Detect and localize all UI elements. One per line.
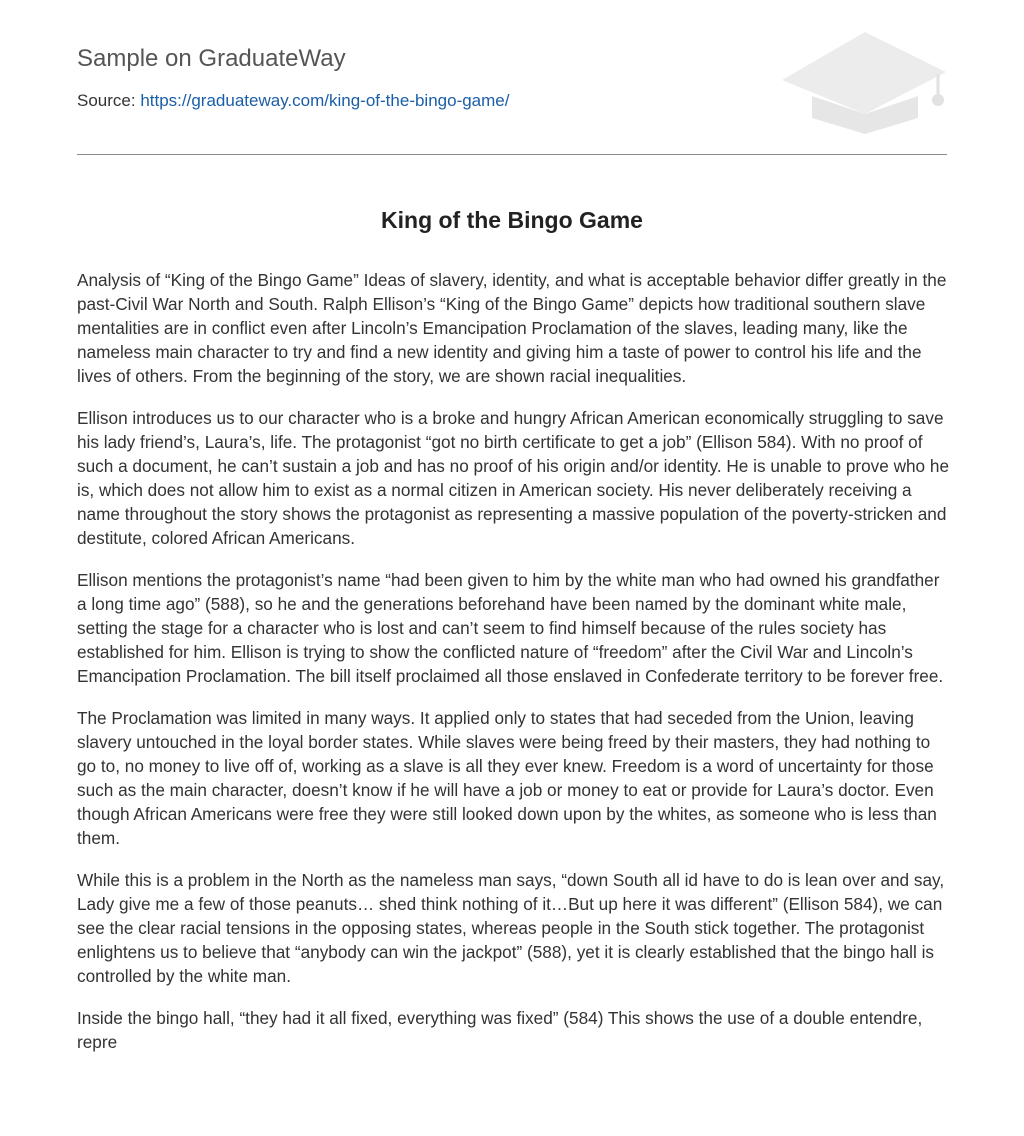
essay-body — [77, 268, 949, 1072]
paragraph: Analysis of “King of the Bingo Game” Ideas of slavery, identity, and what is acceptable behavior differ greatly in the past-Civil War North and South. Ralph Ellison’s “King of the Bingo Game” depicts how traditional southern slave mentalities are in conflict even after Lincoln’s Emancipation Proclamation of the slaves, leading many, like the nameless main character to try and find a new identity and giving him a taste of power to control his life and the lives of others. From the beginning of the story, we are shown racial inequalities. — [77, 270, 947, 386]
paragraph: The Proclamation was limited in many ways. It applied only to states that had seceded from the Union, leaving slavery untouched in the loyal border states. While slaves were being freed by their masters, they had nothing to go to, no money to live off of, working as a slave is all they ever knew. Freedom is a word of uncertainty for those such as the main character, doesn’t know if he will have a job or money to eat or provide for Laura’s doctor. Even though African Americans were free they were still looked down upon by the whites, as someone who is less than them. — [77, 708, 937, 848]
paragraph: While this is a problem in the North as the nameless man says, “down South all id have to do is lean over and say, Lady give me a few of those peanuts… shed think nothing of it…But up here it was different” (Ellison 584), we can see the clear racial tensions in the opposing states, whereas people in the South stick together. The protagonist enlightens us to believe that “anybody can win the jackpot” (588), yet it is clearly established that the bingo hall is controlled by the white man. — [77, 870, 945, 986]
paragraph: Ellison mentions the protagonist’s name “had been given to him by the white man who had owned his grandfather a long time ago” (588), so he and the generations beforehand have been named by the dominant white male, setting the stage for a character who is lost and can’t seem to find himself because of the rules society has established for him. Ellison is trying to show the conflicted nature of “freedom” after the Civil War and Lincoln’s Emancipation Proclamation. The bill itself proclaimed all those enslaved in Confederate territory to be forever free. — [77, 570, 944, 686]
source-line — [77, 89, 509, 113]
graduation-cap-icon — [780, 30, 950, 134]
source-label: Source: — [77, 91, 136, 110]
essay-title: King of the Bingo Game — [381, 207, 643, 233]
paragraph: Inside the bingo hall, “they had it all fixed, everything was fixed” (584) This shows the use of a double entendre, repre — [77, 1008, 923, 1052]
header-divider — [77, 154, 947, 155]
site-title: Sample on GraduateWay — [77, 45, 346, 72]
source-link[interactable]: https://graduateway.com/king-of-the-bingo-game/ — [140, 91, 510, 110]
paragraph: Ellison introduces us to our character who is a broke and hungry African American economically struggling to save his lady friend’s, Laura’s, life. The protagonist “got no birth certificate to get a job” (Ellison 584). With no proof of such a document, he can’t sustain a job and has no proof of his origin and/or identity. He is unable to prove who he is, which does not allow him to exist as a normal citizen in American society. His never deliberately receiving a name throughout the story shows the protagonist as representing a massive population of the poverty-stricken and destitute, colored African Americans. — [77, 408, 950, 548]
